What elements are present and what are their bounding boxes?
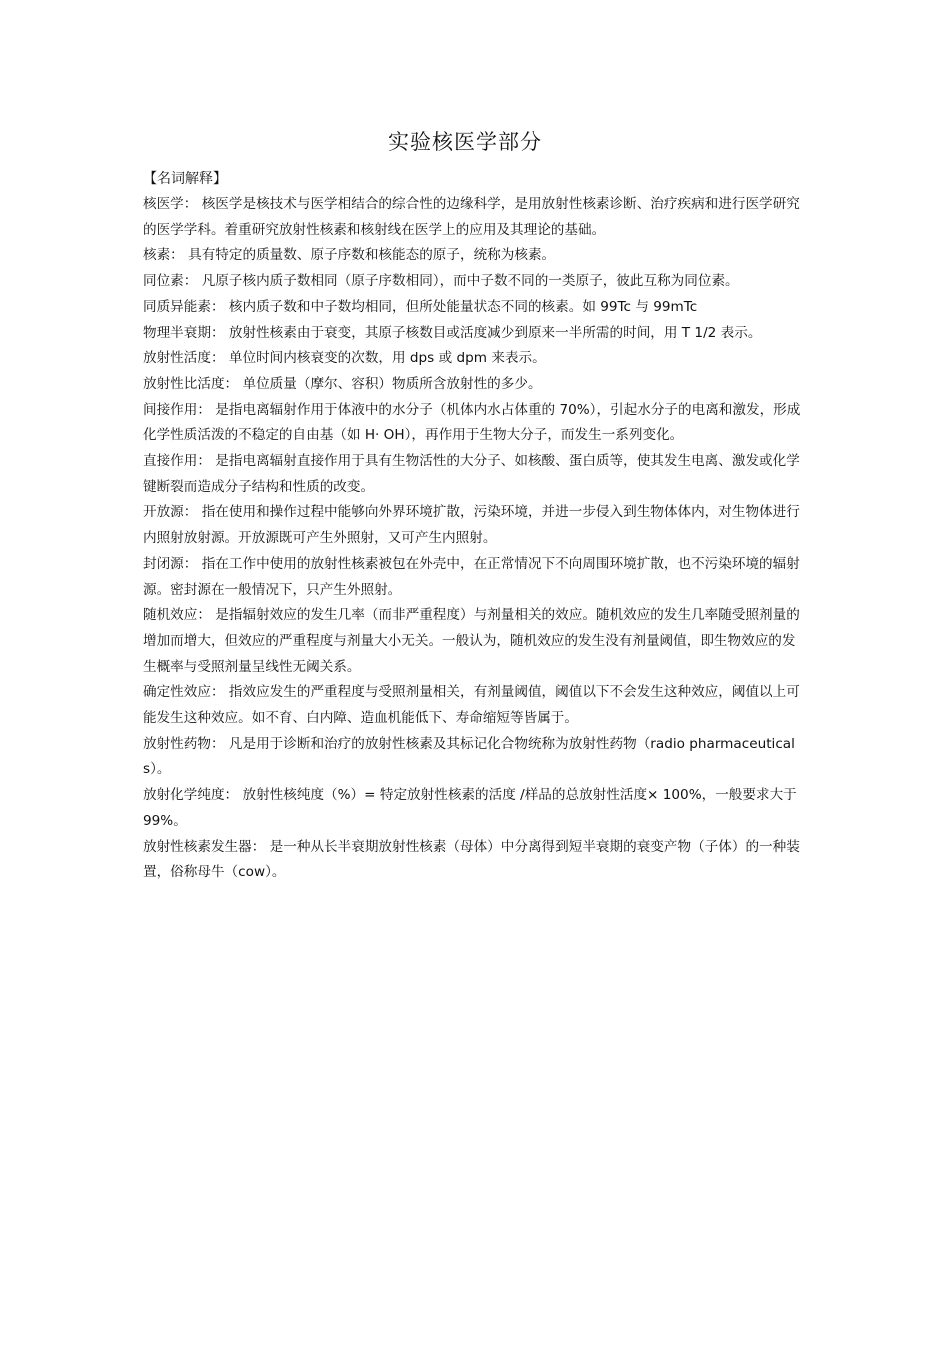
- entry-term: 确定性效应：: [143, 684, 225, 701]
- entry-term: 放射性核素发生器：: [143, 838, 266, 855]
- entry-term: 开放源：: [143, 504, 198, 521]
- definition-entry: [143, 449, 808, 500]
- entry-text: 指在使用和操作过程中能够向外界环境扩散，污染环境，并进一步侵入到生物体体内，对生物体进行内照射放射源。开放源既可产生外照射，又可产生内照射。: [143, 504, 800, 547]
- entry-text: 凡是用于诊断和治疗的放射性核素及其标记化合物统称为放射性药物（radio pharmaceuticals）。: [143, 735, 795, 778]
- entry-text: 单位质量（摩尔、容积）物质所含放射性的多少。: [242, 375, 542, 392]
- entry-term: 随机效应：: [143, 607, 211, 624]
- definition-entry: [143, 269, 808, 295]
- entry-text: 是指电离辐射直接作用于具有生物活性的大分子、如核酸、蛋白质等，使其发生电离、激发或化学键断裂而造成分子结构和性质的改变。: [143, 453, 800, 495]
- entry-text: 具有特定的质量数、原子序数和核能态的原子，统称为核素。: [188, 247, 556, 264]
- entry-term: 物理半衰期：: [143, 324, 225, 341]
- entry-text: 凡原子核内质子数相同（原子序数相同），而中子数不同的一类原子，彼此互称为同位素。: [201, 273, 739, 290]
- entry-text: 是指电离辐射作用于体液中的水分子（机体内水占体重的 70%），引起水分子的电离和激发，形成化学性质活泼的不稳定的自由基（如 H· OH），再作用于生物大分子，而发生一系列变化。: [143, 401, 801, 444]
- definition-entry: [143, 732, 808, 783]
- entry-term: 直接作用：: [143, 453, 211, 470]
- entry-term: 间接作用：: [143, 401, 211, 418]
- entry-term: 放射性活度：: [143, 350, 225, 367]
- entry-text: 放射性核素由于衰变，其原子核数目或活度减少到原来一半所需的时间，用 T 1/2 表示。: [228, 324, 762, 341]
- entry-term: 放射性比活度：: [143, 375, 239, 392]
- definition-entry: [143, 500, 808, 551]
- entry-text: 核内质子数和中子数均相同，但所处能量状态不同的核素。如 99Tc 与 99mTc: [228, 298, 698, 315]
- definition-entry: [143, 295, 808, 321]
- entry-text: 是一种从长半衰期放射性核素（母体）中分离得到短半衰期的衰变产物（子体）的一种装置，俗称母牛（cow）。: [143, 838, 800, 881]
- entry-text: 指效应发生的严重程度与受照剂量相关，有剂量阈值，阈值以下不会发生这种效应，阈值以上可能发生这种效应。如不育、白内障、造血机能低下、寿命缩短等皆属于。: [143, 684, 800, 727]
- entry-text: 放射性核纯度（%）= 特定放射性核素的活度 /样品的总放射性活度× 100%，一般要求大于 99%。: [143, 787, 797, 829]
- definition-entry: [143, 243, 808, 269]
- definition-entry: [143, 603, 808, 680]
- entry-text: 核医学是核技术与医学相结合的综合性的边缘科学，是用放射性核素诊断、治疗疾病和进行医学研究的医学学科。着重研究放射性核素和核射线在医学上的应用及其理论的基础。: [143, 196, 800, 238]
- entry-term: 同质异能素：: [143, 298, 225, 315]
- definition-entry: [143, 398, 808, 449]
- page-title: 实验核医学部分: [388, 130, 542, 154]
- definition-entry: [143, 552, 808, 603]
- section-heading: 【名词解释】: [143, 171, 227, 187]
- entry-term: 封闭源：: [143, 555, 198, 572]
- entry-term: 同位素：: [143, 273, 198, 290]
- entry-text: 指在工作中使用的放射性核素被包在外壳中，在正常情况下不向周围环境扩散，也不污染环境的辐射源。密封源在一般情况下，只产生外照射。: [143, 555, 800, 598]
- definition-entry: [143, 680, 808, 731]
- entry-term: 放射化学纯度：: [143, 787, 239, 804]
- entry-term: 核医学：: [143, 196, 198, 212]
- definition-entry: [143, 346, 808, 372]
- entry-term: 放射性药物：: [143, 735, 225, 752]
- definition-entry: [143, 192, 808, 243]
- entry-term: 核素：: [143, 247, 184, 264]
- entry-text: 是指辐射效应的发生几率（而非严重程度）与剂量相关的效应。随机效应的发生几率随受照剂量的增加而增大，但效应的严重程度与剂量大小无关。一般认为，随机效应的发生没有剂量阈值，即生物效应的发生概率与受照剂量呈线性无阈关系。: [143, 607, 800, 675]
- definition-entry: [143, 783, 808, 834]
- definition-list: [143, 192, 808, 886]
- entry-text: 单位时间内核衰变的次数，用 dps 或 dpm 来表示。: [228, 350, 546, 367]
- definition-entry: [143, 321, 808, 347]
- definition-entry: [143, 372, 808, 398]
- definition-entry: [143, 835, 808, 886]
